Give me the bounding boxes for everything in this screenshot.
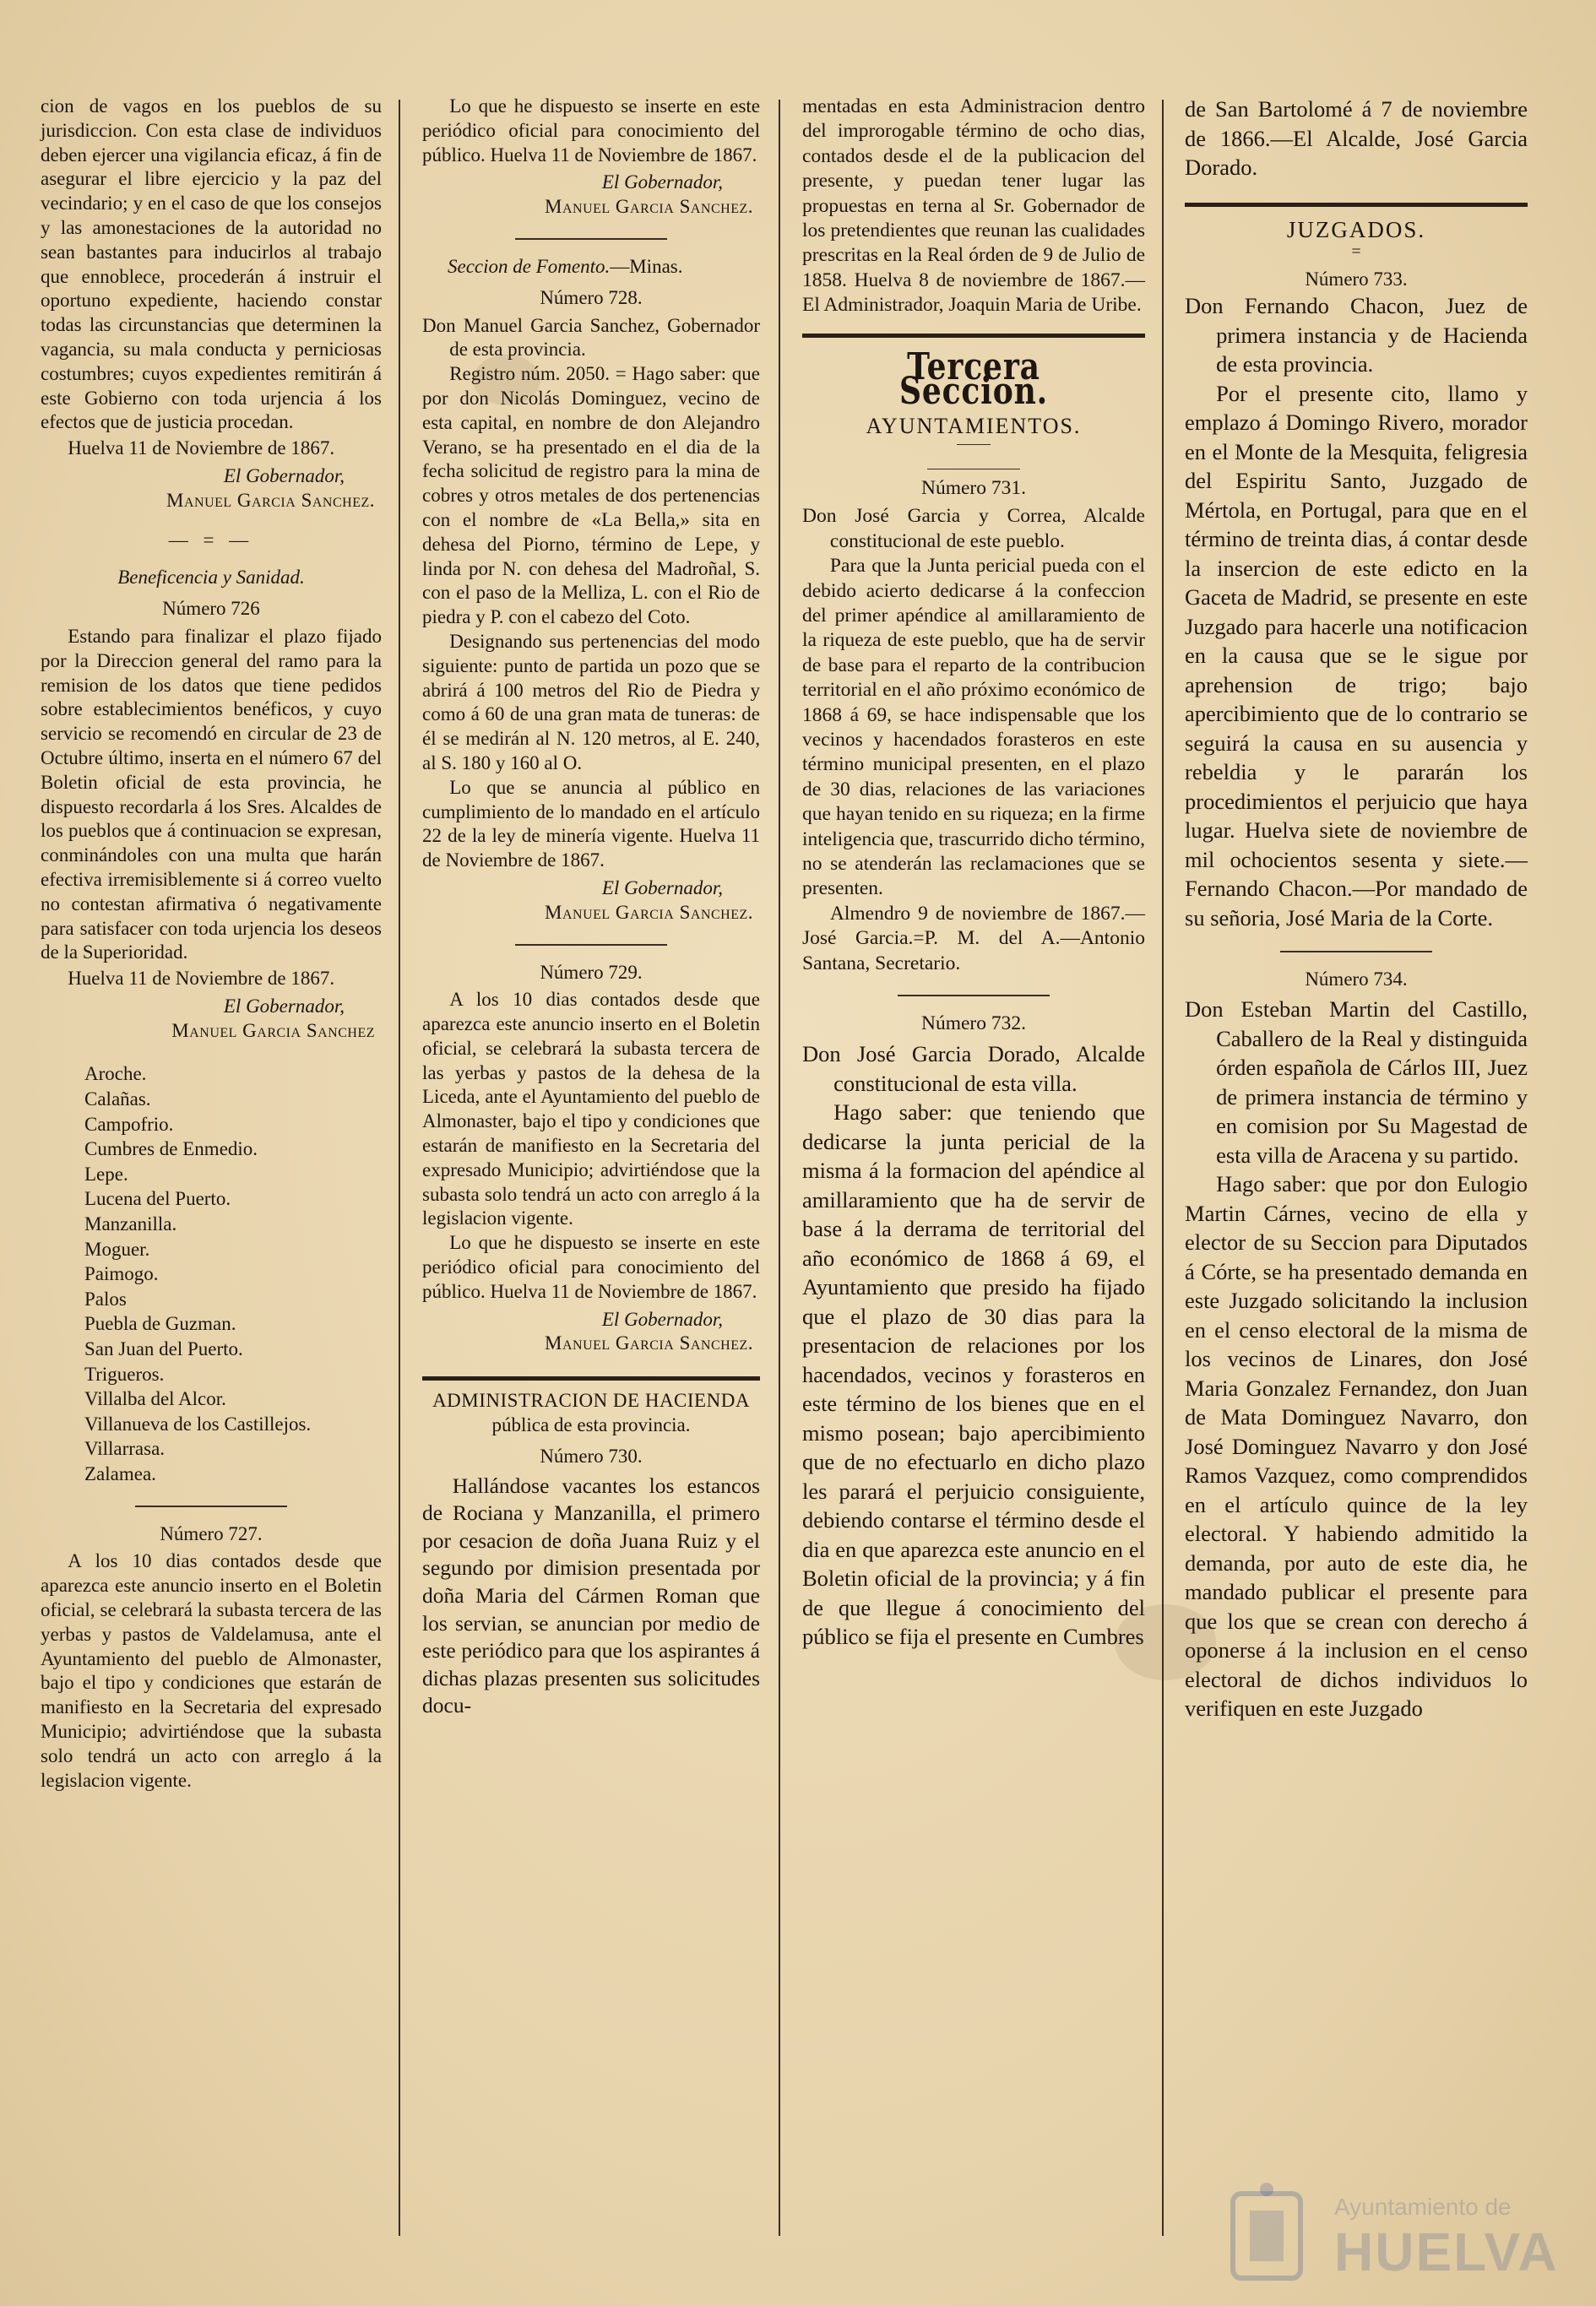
town-list	[41, 1061, 382, 1486]
town-item: Paimogo.	[84, 1263, 159, 1285]
notice-729-text: A los 10 dias contados desde que aparezca este anuncio inserto en el Boletin oficial, se celebrará la subasta tercera de las yerbas y pastos de la dehesa de la Liceda, ante el Ayuntamiento del pueblo de Almonaster, bajo el tipo y condiciones que estarán de manifiesto en la Secretaria del expresado Municipio; advirtiéndose que la subasta solo tendrá un acto con arreglo á la legislacion vigente.	[422, 989, 760, 1229]
town-item: Campofrio.	[84, 1113, 174, 1135]
notice-number-727: Número 727.	[160, 1522, 263, 1544]
column-2	[422, 95, 760, 1720]
signature-name: Manuel Garcia Sanchez.	[545, 901, 753, 923]
section-title: Seccion de Fomento.	[448, 255, 611, 277]
town-item: Trigueros.	[84, 1363, 165, 1385]
notice-continuation-text: Lo que he dispuesto se inserte en este periódico oficial para conocimiento del público. Huelva 11 de Noviembre de 1867.	[422, 95, 760, 165]
city-crest-icon	[1216, 2177, 1317, 2287]
town-item: Calañas.	[84, 1088, 151, 1110]
notice-divider	[135, 1506, 287, 1507]
town-item: Moguer.	[84, 1238, 150, 1260]
notice-732-text: Hago saber: que teniendo que dedicarse la junta pericial de la misma á la formacion del apéndice al amillaramiento que ha de servir de base á la derrama de territorial del año económico de 1868 á 69, el Ayuntamiento que presido ha fijado que el plazo de 30 dias para la presentacion de relaciones por los hacendados, vecinos y forasteros en este término de los bienes que en el mismo posean; bajo apercibimiento que de no efectuarlo en dicho plazo les parará el perjuicio consiguiente, debiendo contarse el término desde el dia en que aparezca este anuncio en el Boletin oficial de la provincia; y á fin de que llegue á conocimiento del público se fija el presente en Cumbres	[802, 1099, 1145, 1650]
town-item: Aroche.	[84, 1063, 147, 1085]
section-rule	[802, 334, 1145, 338]
signature-title: El Gobernador,	[601, 171, 723, 193]
notice-number-729: Número 729.	[540, 961, 643, 983]
notice-number-731: Número 731.	[920, 476, 1026, 499]
vagos-notice-text: cion de vagos en los pueblos de su jurisdiccion. Con esta clase de individuos deben ejercer una vigilancia eficaz, á fin de asegurar el libre ejercicio y la paz del vecindario; y en el caso de que los consejos y las amonestaciones de la autoridad no sean bastantes para inducirlos al trabajo que ennoblece, procederán á instruir el oportuno expediente, haciendo constar todas las circunstancias que determinen la vagancia, su mala conducta y perniciosas costumbres; cuyos expedientes remitirán á este Gobierno con toda urjencia á los efectos que de justicia procedan.	[41, 95, 382, 433]
section-heading-beneficencia: Beneficencia y Sanidad.	[117, 567, 305, 589]
town-item: Cumbres de Enmedio.	[84, 1138, 258, 1160]
notice-733-text: Por el presente cito, llamo y emplazo á Domingo Rivero, morador en el Monte de la Mesquita, feligresia del Espiritu Santo, Juzgado de Mértola, en Portugal, para que en el término de treinta dias, á contar desde la insercion de este edicto en la Gaceta de Madrid, se presente en este Juzgado para hacerle una notificacion en la causa que se le sigue por aprehension de trigo; bajo apercibimiento que de lo contrario se seguirá la causa en su ausencia y rebeldia y le pararán los procedimientos el perjuicio que haya lugar. Huelva siete de noviembre de mil ochocientos sesenta y siete.—Fernando Chacon.—Por mandado de su señoria, José Maria de la Corte.	[1185, 380, 1528, 931]
notice-number-728: Número 728.	[540, 286, 643, 308]
section-separator: — = —	[168, 529, 254, 551]
town-item: Villalba del Alcor.	[84, 1388, 226, 1410]
notice-728-header: Don Manuel Garcia Sanchez, Gobernador de esta provincia.	[422, 314, 760, 361]
notice-732-body	[802, 1039, 1145, 1652]
section-rule	[1185, 203, 1528, 207]
column-4	[1185, 95, 1528, 1723]
notice-730-continuation: mentadas en esta Administracion dentro del improrogable término de ocho dias, contados desde el de la publicacion del presente, y puedan tener lugar las propuestas en terna al Sr. Gobernador de los pretendientes que reunan las cualidades prescritas en la Real órden de 9 de Julio de 1858. Huelva 8 de noviembre de 1867.—El Administrador, Joaquin Maria de Uribe.	[802, 95, 1145, 317]
notice-731-header: Don José Garcia y Correa, Alcalde constitucional de este pueblo.	[802, 505, 1145, 552]
section-heading-fomento	[422, 255, 760, 279]
notice-734-text: Hago saber: que por don Eulogio Martin Cárnes, vecino de ella y elector de su Seccion para Diputados á Córte, se ha presentado demanda en este Juzgado solicitando la inclusion en el censo electoral de la misma de los vecinos de Linares, don José Maria Gonzalez Fernandez, don Juan de Mata Dominguez Navarro, don José Dominguez Navarro y don José Ramos Vazquez, como comprendidos en el artículo quince de la ley electoral. Y habiendo admitido la demanda, por auto de este dia, he mandado publicar el presente para que los que se crean con derecho á oponerse á la inclusion en el censo electoral de dichos individuos lo verifiquen en este Juzgado	[1185, 1171, 1528, 1721]
section-subtitle: —Minas.	[610, 255, 683, 277]
signature-title: El Gobernador,	[601, 876, 723, 898]
notice-date: Huelva 11 de Noviembre de 1867.	[68, 968, 335, 990]
notice-number-730: Número 730.	[540, 1445, 643, 1467]
notice-728-text: Lo que se anuncia al público en cumplimiento de lo mandado en el artículo 22 de la ley de minería vigente. Huelva 11 de Noviembre de 1867.	[422, 776, 760, 871]
notice-731-date: Almendro 9 de noviembre de 1867.—José Garcia.=P. M. del A.—Antonio Santana, Secretario.	[802, 902, 1145, 974]
town-item: Lepe.	[84, 1163, 128, 1185]
tercera-seccion-title: Tercera Seccion.	[898, 345, 1049, 414]
signature-name: Manuel Garcia Sanchez.	[166, 489, 375, 511]
heading-ornament: =	[1351, 242, 1361, 261]
notice-date: Huelva 11 de Noviembre de 1867.	[68, 437, 335, 459]
admin-hacienda-subheading: pública de esta provincia.	[491, 1414, 691, 1436]
notice-732-header: Don José Garcia Dorado, Alcalde constitucional de esta villa.	[802, 1041, 1145, 1096]
notice-number-733: Número 733.	[1305, 269, 1408, 290]
heading-underline	[957, 444, 991, 445]
watermark-title: HUELVA	[1334, 2222, 1559, 2282]
notice-divider	[898, 995, 1050, 996]
notice-730-text: Hallándose vacantes los estancos de Rociana y Manzanilla, el primero por cesacion de doña Juana Ruiz y el segundo por dimision presentada por doña Maria del Cármen Roman que los servian, se anuncian por medio de este periódico para que los aspirantes á dichas plazas presenten sus solicitudes docu-	[422, 1473, 760, 1718]
column-rule	[779, 100, 780, 2236]
ayuntamiento-watermark	[1216, 2168, 1559, 2295]
column-3	[802, 95, 1145, 1652]
town-item: Puebla de Guzman.	[84, 1313, 236, 1335]
notice-number-734: Número 734.	[1305, 969, 1408, 990]
town-item: San Juan del Puerto.	[84, 1338, 243, 1360]
notice-divider	[515, 944, 667, 946]
signature-title: El Gobernador,	[223, 995, 345, 1017]
signature-name: Manuel Garcia Sanchez	[171, 1019, 375, 1041]
town-item: Zalamea.	[84, 1462, 156, 1484]
notice-divider	[515, 238, 667, 240]
notice-732-continuation: de San Bartolomé á 7 de noviembre de 1866.—El Alcalde, José Garcia Dorado.	[1185, 96, 1528, 180]
notice-divider	[1280, 951, 1432, 952]
admin-hacienda-heading: ADMINISTRACION DE HACIENDA	[432, 1390, 750, 1412]
column-1	[41, 95, 382, 1793]
town-item: Lucena del Puerto.	[84, 1188, 231, 1210]
signature-title: El Gobernador,	[223, 464, 345, 486]
signature-title: El Gobernador,	[601, 1308, 723, 1330]
notice-733-header: Don Fernando Chacon, Juez de primera instancia y de Hacienda de esta provincia.	[1185, 293, 1528, 377]
notice-734-header: Don Esteban Martin del Castillo, Caballero de la Real y distinguida órden española de Cárlos III, Juez de primera instancia de término y en comision por Su Magestad de esta villa de Aracena y su partido.	[1185, 996, 1528, 1168]
watermark-subtitle: Ayuntamiento de	[1334, 2194, 1512, 2220]
column-rule	[1162, 100, 1164, 2236]
juzgados-heading: JUZGADOS.	[1286, 216, 1426, 242]
column-rule	[399, 100, 400, 2236]
notice-number-726: Número 726	[162, 598, 260, 620]
signature-name: Manuel Garcia Sanchez.	[545, 196, 753, 218]
section-rule	[422, 1376, 760, 1381]
town-item: Palos	[84, 1288, 127, 1310]
ayuntamientos-heading: AYUNTAMIENTOS.	[866, 414, 1082, 439]
town-item: Villanueva de los Castillejos.	[84, 1413, 312, 1435]
notice-number-732: Número 732.	[920, 1012, 1026, 1034]
notice-729-text: Lo que he dispuesto se inserte en este periódico oficial para conocimiento del público. Huelva 11 de Noviembre de 1867.	[422, 1232, 760, 1302]
town-item: Manzanilla.	[84, 1213, 177, 1235]
signature-name: Manuel Garcia Sanchez.	[545, 1332, 753, 1354]
town-item: Villarrasa.	[84, 1438, 166, 1460]
notice-727-text: A los 10 dias contados desde que aparezca este anuncio inserto en el Boletin oficial, se celebrará la subasta tercera de las yerbas y pastos de Valdelamusa, ante el Ayuntamiento del pueblo de Almonaster, bajo el tipo y condiciones que estarán de manifiesto en la Secretaria del expresado Municipio; advirtiéndose que la subasta solo tendrá un acto con arreglo á la legislacion vigente.	[41, 1550, 382, 1791]
notice-728-text: Designando sus pertenencias del modo siguiente: punto de partida un pozo que se abrirá á 100 metros del Rio de Piedra y como á 60 de una gran mata de tuneras: de él se medirán al N. 120 metros, al E. 240, al S. 180 y 160 al O.	[422, 630, 760, 773]
notice-728-text: Registro núm. 2050. = Hago saber: que por don Nicolás Dominguez, vecino de esta capital, en nombre de don Alejandro Verano, se ha presentado en el dia de la fecha solicitud de registro para la mina de cobres y otros metales de dos pertenencias con el nombre de «La Bella,» sita en dehesa del Piorno, término de Lepe, y linda por N. con dehesa del Madroñal, S. con el paso de la Melliza, L. con el Rio de piedra y P. con el cabezo del Coto.	[422, 363, 760, 628]
notice-731-text: Para que la Junta pericial pueda con el debido acierto dedicarse á la confeccion del primer apéndice al amillaramiento de la riqueza de este pueblo, que ha de servir de base para el reparto de la contribucion territorial en el año próximo económico de 1868 á 69, se hace indispensable que los vecinos y hacendados forasteros en este término municipal presenten, en el plazo de 30 dias, relaciones de las variaciones que hayan tenido en su riqueza; en la firme inteligencia que, trascurrido dicho término, no se atenderán las reclamaciones que se presenten.	[802, 555, 1145, 900]
notice-726-text: Estando para finalizar el plazo fijado por la Direccion general del ramo para la remision de los datos que tiene pedidos sobre establecimientos benéficos, y cuyo servicio se recomendó en circular de 23 de Octubre último, inserta en el número 67 del Boletin oficial de esta provincia, he dispuesto recordarla á los Sres. Alcaldes de los pueblos que á continuacion se expresan, conminándoles con una multa que harán efectiva irremisiblemente si á correo vuelto no contestan afirmativa ó negativamente para satisfacer con toda urjencia los deseos de la Superioridad.	[41, 625, 382, 963]
